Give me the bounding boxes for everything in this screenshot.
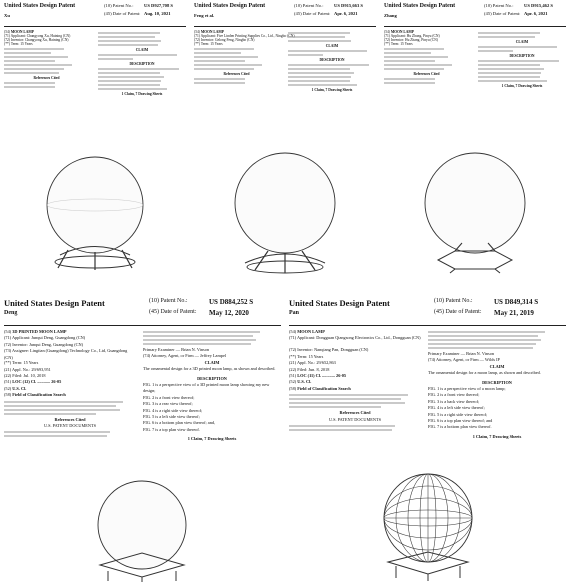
moon-lamp-figure [220, 145, 350, 285]
attorney-field: (74) Attorney, Agent, or Firm — Wilds IP [428, 357, 500, 363]
date-label: (45) Date of Patent: [149, 309, 197, 315]
patent-date: Aug. 10, 2021 [144, 11, 171, 16]
field-54: (54) 3D PRINTED MOON LAMP [4, 329, 67, 334]
patent-number: US D915,663 S [334, 3, 363, 8]
date-label: (45) Date of Patent: [104, 11, 141, 16]
patent-page-1 [0, 0, 190, 290]
patent-number: US D849,314 S [494, 298, 539, 306]
drawing-sheets: 1 Claim, 7 Drawing Sheets [472, 433, 522, 439]
field-21: (21) Appl. No.: 29/693,951 [4, 366, 51, 372]
field-21: (21) Appl. No.: 29/652,863 [289, 360, 336, 366]
claim-heading: CLAIM [204, 359, 220, 365]
description-heading: DESCRIPTION [319, 58, 345, 62]
patent-page-4 [0, 295, 285, 585]
patent-date: May 21, 2019 [494, 309, 534, 317]
desc-line-1: FIG. 1 is a perspective view of a 3D printed moon lamp showing my new design; [143, 382, 270, 394]
applicant-field: (71) Applicant: Five Linden Printing Supplies Co., Ltd., Ningbo (CN) [194, 34, 295, 38]
field-52: (52) U.S. Cl. [289, 379, 312, 385]
inventor-name: Feng et al. [194, 13, 215, 18]
desc-line-3: FIG. 3 is a back view thereof; [428, 398, 480, 404]
patent-number: US D927,708 S [144, 3, 173, 8]
drawing-sheets: 1 Claim, 7 Drawing Sheets [187, 436, 237, 442]
term-field: (**) Term: 15 Years [4, 42, 33, 46]
desc-line-3: FIG. 3 is a rear view thereof; [143, 401, 193, 407]
desc-line-4: FIG. 4 is a left side view thereof; [428, 405, 485, 411]
description-heading: DESCRIPTION [482, 379, 512, 385]
field-54: (54) MOON LAMP [289, 329, 325, 334]
desc-line-7: FIG. 7 is a top plan view thereof. [143, 426, 200, 432]
patent-page-3 [380, 0, 570, 290]
field-73: (73) Assignee: Lingtian (Guangdong) Technology Co., Ltd, Guangdong (CN) [4, 348, 128, 360]
description-heading: DESCRIPTION [129, 62, 155, 66]
desc-line-5: FIG. 5 is a right side view thereof; [428, 411, 488, 417]
drawing-sheets: 1 Claim, 7 Drawing Sheets [311, 88, 353, 92]
desc-line-6: FIG. 6 is a top plan view thereof; and [428, 418, 493, 424]
description-heading: DESCRIPTION [509, 54, 535, 58]
claim-text: The ornamental design for a 3D printed moon lamp, as shown and described. [143, 366, 276, 372]
claim-heading: CLAIM [135, 48, 149, 52]
patent-number: US D915,462 S [524, 3, 553, 8]
patent-number-label: (10) Patent No.: [484, 3, 514, 8]
patent-title: United States Design Patent [384, 3, 456, 9]
claim-heading: CLAIM [325, 44, 339, 48]
applicant-field: (71) Applicant: Changyong Xu, Haining (CN) [4, 34, 71, 38]
patent-number-label: (10) Patent No.: [104, 3, 134, 8]
design-title: (54) MOON LAMP [4, 30, 34, 34]
date-label: (45) Date of Patent: [434, 309, 482, 315]
claim-heading: CLAIM [515, 40, 529, 44]
inventor-field: (72) Inventor: Changyong Xu, Haining (CN) [4, 38, 69, 42]
desc-line-2: FIG. 2 is a front view thereof; [428, 392, 480, 398]
field-52: (52) U.S. Cl. [4, 385, 27, 391]
field-58: (58) Field of Classification Search [4, 392, 66, 398]
desc-line-7: FIG. 7 is a bottom plan view thereof. [428, 424, 492, 430]
patent-title: United States Design Patent [289, 298, 390, 308]
attorney-field: (74) Attorney, Agent, or Firm — Jeffrey Lampel [143, 353, 227, 359]
patent-title: United States Design Patent [194, 3, 266, 9]
patent-date: Apr. 6, 2021 [334, 11, 358, 16]
inventor-field: (72) Inventor: Gelong Feng, Ningbo (CN) [194, 38, 255, 42]
primary-examiner: Primary Examiner — Brian N. Vinson [143, 347, 210, 352]
claim-heading: CLAIM [489, 363, 505, 369]
field-72: (72) Inventor: Junqui Deng, Guangdong (CN) [4, 341, 84, 347]
inventor-name: Deng [4, 310, 18, 316]
description-heading: DESCRIPTION [197, 375, 227, 381]
patent-number: US D884,252 S [209, 298, 254, 306]
field-71: (71) Applicant: Dongguan Qiangsong Electronics Co., Ltd., Dongguan (CN) [289, 335, 421, 341]
desc-line-2: FIG. 2 is a front view thereof; [143, 394, 195, 400]
date-label: (45) Date of Patent: [294, 11, 331, 16]
field-51: (51) LOC (11) Cl. ............ 26-05 [289, 373, 347, 379]
references-heading: References Cited [33, 76, 60, 80]
date-label: (45) Date of Patent: [484, 11, 521, 16]
us-patent-documents: U.S. PATENT DOCUMENTS [43, 423, 97, 429]
primary-examiner: Primary Examiner — Brian N. Vinson [428, 351, 495, 356]
patent-number-label: (10) Patent No.: [149, 298, 188, 304]
moon-lamp-figure [410, 145, 540, 285]
drawing-sheets: 1 Claim, 7 Drawing Sheets [501, 84, 543, 88]
patent-title: United States Design Patent [4, 298, 105, 308]
drawing-sheets: 1 Claim, 7 Drawing Sheets [121, 92, 163, 96]
desc-line-1: FIG. 1 is a perspective view of a moon lamp; [428, 386, 506, 392]
field-51: (51) LOC (12) Cl. ............ 26-05 [4, 379, 62, 385]
desc-line-4: FIG. 4 is a right side view thereof; [143, 407, 203, 413]
inventor-name: Pan [289, 310, 300, 316]
patent-date: Apr. 6, 2021 [524, 11, 548, 16]
field-term: (**) Term: 15 Years [4, 360, 39, 366]
field-58: (58) Field of Classification Search [289, 385, 351, 391]
patent-date: May 12, 2020 [209, 309, 249, 317]
desc-line-6: FIG. 6 is a bottom plan view thereof; and, [143, 420, 216, 426]
field-71: (71) Applicant: Junqui Deng, Guangdong (CN) [4, 335, 86, 341]
field-72: (72) Inventor: Nanqiang Pan, Dongguan (CN) [289, 347, 369, 353]
references-heading: References Cited [223, 72, 250, 76]
references-heading: References Cited [413, 72, 440, 76]
moon-lamp-wireframe-figure [340, 470, 515, 582]
desc-line-5: FIG. 5 is a left side view thereof; [143, 414, 200, 420]
term-field: (**) Term: 15 Years [194, 42, 223, 46]
inventor-name: Xu [4, 13, 10, 18]
us-patent-documents: U.S. PATENT DOCUMENTS [328, 416, 382, 422]
design-title: (54) MOON LAMP [384, 30, 414, 34]
field-22: (22) Filed: Jul. 10, 2018 [4, 373, 46, 379]
field-22: (22) Filed: Jun. 8, 2018 [289, 366, 330, 372]
inventor-name: Zhang [384, 13, 397, 18]
patent-title: United States Design Patent [4, 3, 76, 9]
patent-number-label: (10) Patent No.: [434, 298, 473, 304]
term-field: (**) Term: 15 Years [384, 42, 413, 46]
moon-lamp-figure [30, 150, 160, 285]
field-term: (**) Term: 15 Years [289, 353, 324, 359]
references-heading: References Cited [54, 416, 86, 422]
moon-lamp-figure [60, 475, 225, 583]
patent-page-2 [190, 0, 380, 290]
applicant-field: (71) Applicant: Hu Zhang, Pinyu (CN) [384, 34, 440, 38]
patent-number-label: (10) Patent No.: [294, 3, 324, 8]
design-title: (54) MOON LAMP [194, 30, 224, 34]
references-heading: References Cited [339, 410, 371, 416]
claim-text: The ornamental design for a moon lamp, as shown and described. [428, 370, 541, 376]
patent-page-5 [285, 295, 570, 585]
inventor-field: (72) Inventor: Hu Zhang, Pinyu (CN) [384, 38, 438, 42]
